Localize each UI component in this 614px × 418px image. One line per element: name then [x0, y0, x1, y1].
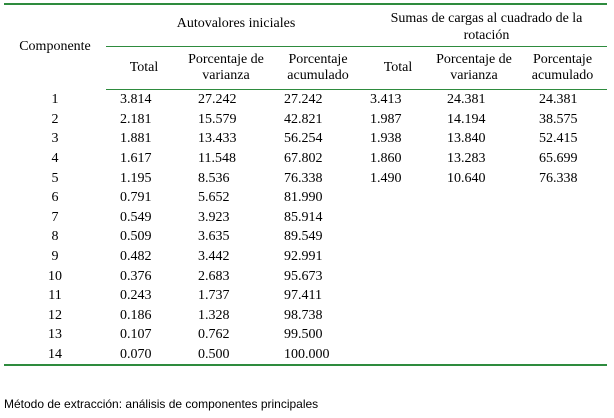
rotation-pct-variance-cell [430, 325, 518, 345]
rotation-total-cell: 3.413 [370, 92, 402, 108]
table-row [4, 325, 607, 345]
pct-variance-cell: 11.548 [198, 151, 236, 167]
pct-cumulative-cell: 89.549 [284, 229, 323, 245]
rotation-pct-cumulative-cell [518, 266, 607, 286]
component-column-header: Componente [4, 4, 106, 90]
total-cell: 0.107 [120, 327, 152, 343]
rotation-total-header: Total [366, 47, 430, 90]
table-row [4, 149, 607, 169]
rotation-total-cell [366, 266, 430, 286]
pct-cumulative-cell: 56.254 [284, 131, 323, 147]
component-cell: 3 [51, 131, 59, 147]
rotation-pct-variance-cell [430, 306, 518, 326]
pct-cumulative-header: Porcentaje acumulado [270, 47, 366, 90]
pct-variance-cell: 1.737 [198, 288, 230, 304]
rotation-total-cell: 1.860 [370, 151, 402, 167]
table-row [4, 227, 607, 247]
pct-variance-cell: 8.536 [198, 170, 230, 186]
pct-cumulative-cell: 27.242 [284, 92, 323, 108]
table-row [4, 208, 607, 228]
pct-cumulative-cell: 42.821 [284, 111, 323, 127]
rotation-pct-variance-cell: 13.283 [447, 151, 486, 167]
rotation-pct-variance-cell: 10.640 [447, 170, 486, 186]
pct-variance-cell: 2.683 [198, 268, 230, 284]
rotation-pct-cumulative-cell: 38.575 [539, 111, 578, 127]
pct-variance-cell: 15.579 [198, 111, 237, 127]
pct-variance-cell: 1.328 [198, 307, 230, 323]
rotation-pct-cumulative-cell [518, 306, 607, 326]
rotation-total-cell [366, 227, 430, 247]
table-body [4, 90, 607, 366]
rotation-pct-variance-cell: 13.840 [447, 131, 486, 147]
table-row [4, 90, 607, 110]
rotation-total-cell: 1.490 [370, 170, 402, 186]
component-cell: 2 [51, 111, 59, 127]
component-cell: 1 [51, 92, 59, 108]
total-cell: 0.791 [120, 190, 152, 206]
rotation-pct-cumulative-cell [518, 188, 607, 208]
component-cell: 13 [48, 327, 62, 343]
total-cell: 0.549 [120, 209, 152, 225]
rotation-total-cell [366, 188, 430, 208]
table-row [4, 345, 607, 366]
rotation-pct-variance-cell: 24.381 [447, 92, 486, 108]
pct-cumulative-cell: 81.990 [284, 190, 323, 206]
rotation-pct-cumulative-cell: 52.415 [539, 131, 578, 147]
rotation-sums-header [366, 4, 607, 47]
pct-variance-cell: 0.500 [182, 345, 270, 366]
rotation-pct-variance-cell [430, 345, 518, 366]
rotation-pct-variance-cell [430, 208, 518, 228]
rotation-total-cell [366, 247, 430, 267]
rotation-pct-cumulative-cell [518, 227, 607, 247]
component-cell: 9 [51, 249, 59, 265]
pct-cumulative-cell: 99.500 [284, 327, 323, 343]
table-row [4, 306, 607, 326]
component-cell: 6 [51, 190, 59, 206]
pct-variance-cell: 3.442 [198, 249, 230, 265]
table-row [4, 168, 607, 188]
pct-variance-cell: 5.652 [198, 190, 230, 206]
rotation-total-cell: 1.987 [370, 111, 402, 127]
pct-variance-cell: 13.433 [198, 131, 237, 147]
rotation-pct-cumulative-cell: 65.699 [539, 151, 578, 167]
pct-variance-cell: 27.242 [198, 92, 237, 108]
pct-variance-cell: 3.635 [198, 229, 230, 245]
total-cell: 0.376 [120, 268, 152, 284]
pct-cumulative-cell: 67.802 [284, 151, 323, 167]
table-row [4, 129, 607, 149]
pct-cumulative-cell: 97.411 [284, 288, 322, 304]
table-row [4, 266, 607, 286]
component-cell: 11 [48, 288, 62, 304]
initial-eigenvalues-header [106, 4, 366, 47]
rotation-total-cell [366, 325, 430, 345]
total-header: Total [106, 47, 182, 90]
pct-variance-header: Porcentaje de varianza [182, 47, 270, 90]
pct-variance-cell: 0.762 [198, 327, 230, 343]
footnote: Método de extracción: análisis de componentes principales [4, 397, 319, 411]
rotation-pct-cumulative-cell: 76.338 [539, 170, 578, 186]
pct-cumulative-cell: 76.338 [284, 170, 323, 186]
pct-cumulative-cell: 100.000 [270, 345, 366, 366]
rotation-total-cell [366, 345, 430, 366]
component-cell: 12 [48, 307, 62, 323]
pct-variance-cell: 3.923 [198, 209, 230, 225]
total-cell: 2.181 [120, 111, 152, 127]
rotation-total-cell: 1.938 [370, 131, 402, 147]
pct-cumulative-cell: 95.673 [284, 268, 323, 284]
rotation-pct-variance-cell [430, 227, 518, 247]
total-cell: 3.814 [120, 92, 152, 108]
table-row [4, 247, 607, 267]
rotation-pct-variance-cell: 14.194 [447, 111, 486, 127]
total-cell: 1.881 [120, 131, 152, 147]
pct-cumulative-cell: 92.991 [284, 249, 323, 265]
header-row-groups [4, 4, 607, 47]
rotation-pct-cumulative-cell [518, 345, 607, 366]
total-cell: 0.482 [120, 249, 152, 265]
total-cell: 0.070 [106, 345, 182, 366]
rotation-pct-variance-cell [430, 188, 518, 208]
rotation-pct-variance-cell [430, 286, 518, 306]
component-cell: 5 [51, 170, 59, 186]
rotation-pct-cumulative-cell [518, 286, 607, 306]
rotation-sums-label: Sumas de cargas al cuadrado de la rotación [390, 11, 583, 43]
rotation-pct-variance-cell [430, 247, 518, 267]
component-cell: 7 [51, 209, 59, 225]
rotation-total-cell [366, 286, 430, 306]
table-row [4, 110, 607, 130]
rotation-pct-variance-cell [430, 266, 518, 286]
component-cell: 10 [48, 268, 62, 284]
component-cell: 4 [51, 151, 59, 167]
initial-eigenvalues-label: Autovalores iniciales [176, 16, 296, 31]
variance-table [4, 3, 607, 366]
pct-cumulative-cell: 85.914 [284, 209, 323, 225]
rotation-pct-cumulative-cell [518, 208, 607, 228]
rotation-total-cell [366, 306, 430, 326]
rotation-pct-cumulative-cell [518, 247, 607, 267]
rotation-pct-cumulative-cell [518, 325, 607, 345]
total-cell: 1.195 [120, 170, 152, 186]
total-cell: 1.617 [120, 151, 152, 167]
total-cell: 0.243 [120, 288, 152, 304]
rotation-pct-cumulative-header: Porcentaje acumulado [518, 47, 607, 90]
total-cell: 0.509 [120, 229, 152, 245]
rotation-total-cell [366, 208, 430, 228]
table-row [4, 188, 607, 208]
component-cell: 8 [51, 229, 59, 245]
pct-cumulative-cell: 98.738 [284, 307, 323, 323]
table-row [4, 286, 607, 306]
component-cell: 14 [4, 345, 106, 366]
rotation-pct-cumulative-cell: 24.381 [539, 92, 578, 108]
total-cell: 0.186 [120, 307, 152, 323]
rotation-pct-variance-header: Porcentaje de varianza [430, 47, 518, 90]
